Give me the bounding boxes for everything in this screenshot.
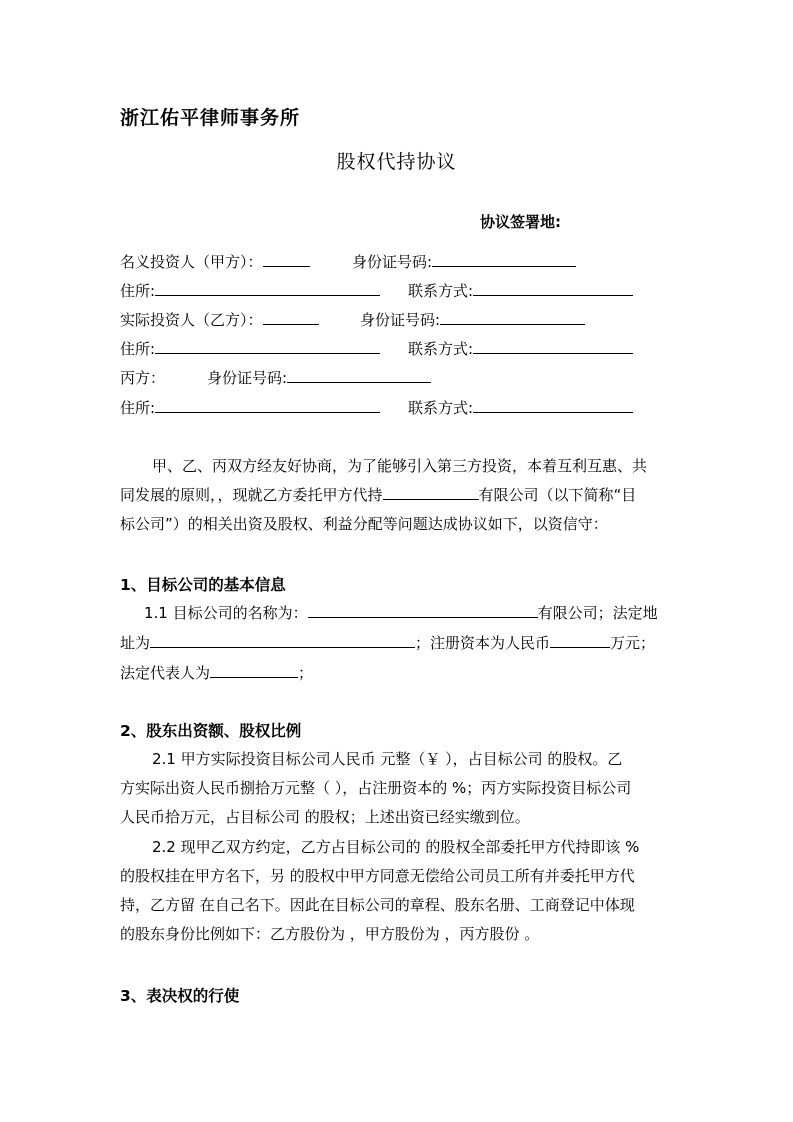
party-b-contact-label: 联系方式: bbox=[408, 340, 474, 358]
party-a-contact-label: 联系方式: bbox=[408, 282, 474, 300]
party-b-row bbox=[120, 309, 319, 330]
party-a-row bbox=[120, 251, 310, 272]
intro-line-1: 甲、乙、丙双方经友好协商，为了能够引入第三方投资，本着互利互惠、共 bbox=[152, 457, 648, 475]
section-1-line-3 bbox=[120, 662, 313, 683]
party-c-address-label: 住所: bbox=[120, 399, 156, 417]
legal-rep-field[interactable] bbox=[210, 663, 298, 678]
section-1-heading: 1、目标公司的基本信息 bbox=[120, 576, 286, 594]
intro-line-2 bbox=[120, 484, 636, 505]
address-label: 址为 bbox=[120, 634, 151, 652]
party-a-address-row bbox=[120, 280, 380, 301]
party-b-id-field[interactable] bbox=[440, 310, 585, 325]
party-a-address-label: 住所: bbox=[120, 282, 156, 300]
entrusted-company-field[interactable] bbox=[383, 485, 479, 500]
section-2-p2-line-4: 的股东身份比例如下：乙方股份为 ，甲方股份为 ，丙方股份 。 bbox=[120, 925, 540, 943]
party-b-address-label: 住所: bbox=[120, 340, 156, 358]
intro-line-3: 标公司”）的相关出资及股权、利益分配等问题达成协议如下，以资信守： bbox=[120, 515, 608, 533]
legal-rep-label: 法定代表人为 bbox=[120, 664, 211, 682]
company-name-label: 1.1 目标公司的名称为： bbox=[144, 604, 308, 622]
party-a-id-row bbox=[352, 251, 576, 272]
party-a-contact-field[interactable] bbox=[473, 281, 633, 296]
intro-line-2-text-b: 有限公司（以下简称“目 bbox=[478, 486, 637, 504]
section-1-line-2 bbox=[120, 632, 655, 653]
party-c-contact-row bbox=[408, 397, 633, 418]
party-a-label: 名义投资人（甲方）： bbox=[120, 253, 263, 271]
section-2-p1-line-2: 方实际出资人民币捌拾万元整（ ），占注册资本的 %；丙方实际投资目标公司 bbox=[120, 779, 632, 797]
legal-rep-suffix: ； bbox=[298, 664, 314, 682]
party-a-address-field[interactable] bbox=[155, 281, 380, 296]
capital-unit: 万元； bbox=[610, 634, 656, 652]
party-c-id-label: 身份证号码: bbox=[207, 369, 288, 387]
section-2-heading: 2、股东出资额、股权比例 bbox=[120, 722, 302, 740]
party-c-address-row bbox=[120, 397, 380, 418]
registered-capital-field[interactable] bbox=[550, 633, 610, 648]
company-address-field[interactable] bbox=[150, 633, 415, 648]
party-c-address-field[interactable] bbox=[155, 398, 380, 413]
party-b-address-row bbox=[120, 338, 380, 359]
party-c-contact-field[interactable] bbox=[473, 398, 633, 413]
party-c-id-field[interactable] bbox=[287, 368, 431, 383]
intro-line-2-text-a: 同发展的原则，，现就乙方委托甲方代持 bbox=[120, 486, 383, 504]
party-b-id-row bbox=[360, 309, 585, 330]
section-2-p2-line-3: 持，乙方留 在自己名下。因此在目标公司的章程、股东名册、工商登记中体现 bbox=[120, 896, 635, 914]
company-name-field[interactable] bbox=[308, 603, 538, 618]
signing-place-label: 协议签署地: bbox=[480, 213, 561, 231]
section-3-heading: 3、表决权的行使 bbox=[120, 987, 240, 1005]
party-b-label: 实际投资人（乙方）： bbox=[120, 311, 263, 329]
section-1-line-1 bbox=[144, 602, 658, 623]
party-b-contact-field[interactable] bbox=[473, 339, 633, 354]
law-firm-name: 浙江佑平律师事务所 bbox=[120, 107, 301, 129]
document-title: 股权代持协议 bbox=[336, 151, 457, 173]
party-a-id-field[interactable] bbox=[432, 252, 576, 267]
party-b-name-field[interactable] bbox=[263, 310, 319, 325]
party-c-contact-label: 联系方式: bbox=[408, 399, 474, 417]
company-name-suffix: 有限公司；法定地 bbox=[537, 604, 658, 622]
party-b-address-field[interactable] bbox=[155, 339, 380, 354]
section-2-p1-line-3: 人民币拾万元，占目标公司 的股权；上述出资已经实缴到位。 bbox=[120, 808, 530, 826]
party-b-contact-row bbox=[408, 338, 633, 359]
section-2-p2-line-2: 的股权挂在甲方名下，另 的股权中甲方同意无偿给公司员工所有并委托甲方代 bbox=[120, 867, 635, 885]
party-c-label: 丙方： bbox=[120, 369, 166, 387]
party-b-id-label: 身份证号码: bbox=[360, 311, 441, 329]
party-c-id-row bbox=[207, 367, 431, 388]
party-a-contact-row bbox=[408, 280, 633, 301]
party-a-id-label: 身份证号码: bbox=[352, 253, 433, 271]
section-2-p1-line-1: 2.1 甲方实际投资目标公司人民币 元整（￥ ），占目标公司 的股权。乙 bbox=[152, 750, 623, 768]
section-2-p2-line-1: 2.2 现甲乙双方约定，乙方占目标公司的 的股权全部委托甲方代持即该 % bbox=[152, 838, 640, 856]
party-a-name-field[interactable] bbox=[263, 252, 310, 267]
capital-label: ；注册资本为人民币 bbox=[415, 634, 551, 652]
